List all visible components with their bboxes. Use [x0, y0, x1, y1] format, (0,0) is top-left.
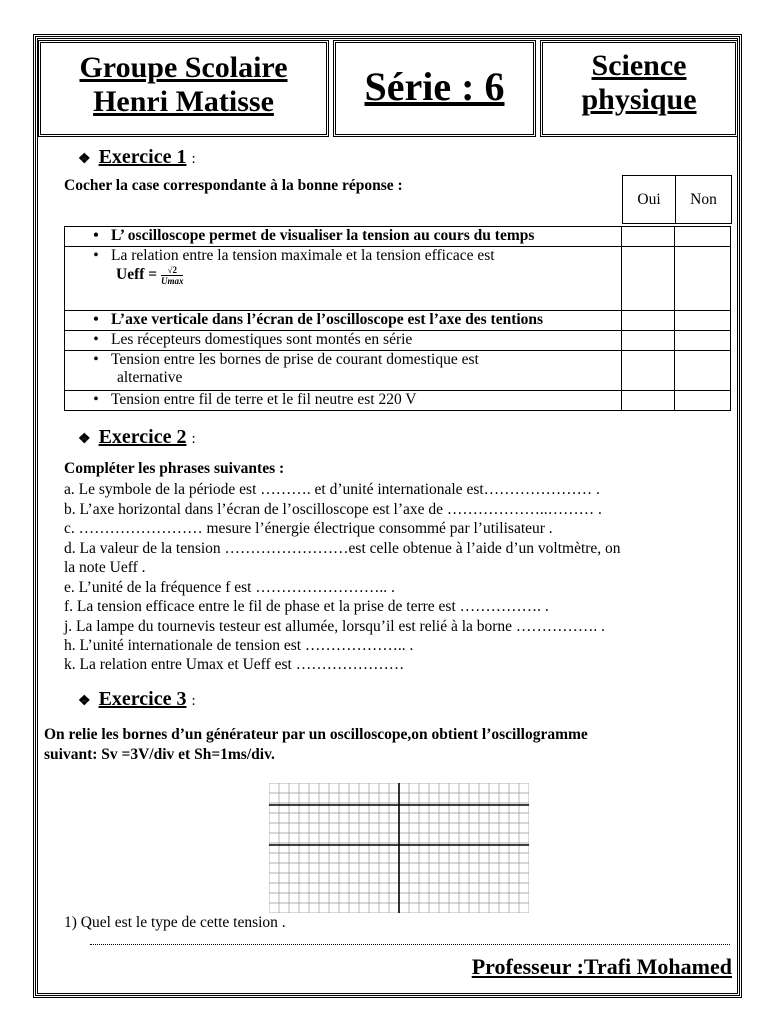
oscilloscope-grid — [269, 783, 529, 913]
exercise-2-title: ❖ Exercice 2 : — [78, 426, 196, 448]
diamond-bullet-icon: ❖ — [78, 694, 91, 709]
fill-line-h: h. L’unité internationale de tension est ……………….. . — [64, 637, 414, 654]
checkbox-non[interactable] — [675, 331, 731, 351]
checkbox-non[interactable] — [675, 247, 731, 311]
oscilloscope-screen — [269, 783, 529, 913]
serie-box — [333, 40, 536, 137]
checkbox-oui[interactable] — [622, 227, 675, 247]
fill-line-j: j. La lampe du tournevis testeur est allumée, lorsqu’il est relié à la borne ……………. . — [64, 618, 606, 635]
subject-line1: Science — [591, 49, 687, 82]
formula: Ueff = √2 Umax — [116, 265, 184, 286]
fill-line-f: f. La tension efficace entre le fil de phase et la prise de terre est ……………. . — [64, 598, 549, 615]
table-row: • Les récepteurs domestiques sont montés en série — [65, 331, 622, 351]
checkbox-non[interactable] — [675, 311, 731, 331]
answer-table — [64, 226, 731, 411]
table-row: • Tension entre fil de terre et le fil neutre est 220 V — [65, 391, 622, 411]
fill-line-a: a. Le symbole de la période est ………. et d’unité internationale est………………… . — [64, 481, 600, 498]
checkbox-oui[interactable] — [622, 247, 675, 311]
subject-box — [540, 40, 738, 137]
diamond-bullet-icon: ❖ — [78, 432, 91, 447]
serie-title: Série : 6 — [364, 64, 505, 109]
col-oui-header: Oui — [623, 176, 676, 224]
fill-line-d-cont: la note Ueff . — [64, 559, 146, 576]
school-name-line2: Henri Matisse — [93, 85, 274, 118]
question-1: 1) Quel est le type de cette tension . — [64, 914, 286, 931]
table-row: • Tension entre les bornes de prise de courant domestique est alternative — [65, 351, 622, 391]
professor-signature: Professeur :Trafi Mohamed — [471, 954, 732, 979]
checkbox-non[interactable] — [675, 391, 731, 411]
fill-line-b: b. L’axe horizontal dans l’écran de l’oscilloscope est l’axe de ………………..……… . — [64, 501, 602, 518]
checkbox-non[interactable] — [675, 351, 731, 391]
school-name-line1: Groupe Scolaire — [79, 51, 288, 84]
answer-table-header — [64, 175, 732, 224]
checkbox-oui[interactable] — [622, 391, 675, 411]
fill-line-e: e. L’unité de la fréquence f est …………………….. . — [64, 579, 395, 596]
table-row: • La relation entre la tension maximale et la tension efficace est Ueff = √2 Umax — [65, 247, 622, 311]
school-name-box — [38, 40, 329, 137]
fill-line-c: c. …………………… mesure l’énergie électrique consommé par l’utilisateur . — [64, 520, 553, 537]
checkbox-non[interactable] — [675, 227, 731, 247]
fill-line-k: k. La relation entre Umax et Ueff est ………………… — [64, 656, 405, 673]
table-row: • L’ oscilloscope permet de visualiser la tension au cours du temps — [65, 227, 622, 247]
col-non-header: Non — [676, 176, 732, 224]
answer-dotted-line — [90, 934, 730, 945]
checkbox-oui[interactable] — [622, 311, 675, 331]
exercise-3-text-line1: On relie les bornes d’un générateur par un oscilloscope,on obtient l’oscillogramme — [44, 726, 588, 743]
exercise-1-title: ❖ Exercice 1 : — [78, 146, 196, 168]
diamond-bullet-icon: ❖ — [78, 152, 91, 167]
exercise-1-instruction: Cocher la case correspondante à la bonne réponse : — [64, 177, 403, 194]
fill-line-d: d. La valeur de la tension ……………………est celle obtenue à l’aide d’un voltmètre, on — [64, 540, 621, 557]
exercise-2-instruction: Compléter les phrases suivantes : — [64, 460, 285, 477]
table-row: • L’axe verticale dans l’écran de l’oscilloscope est l’axe des tentions — [65, 311, 622, 331]
subject-line2: physique — [581, 83, 697, 116]
checkbox-oui[interactable] — [622, 351, 675, 391]
exercise-3-text-line2: suivant: Sv =3V/div et Sh=1ms/div. — [44, 746, 275, 763]
checkbox-oui[interactable] — [622, 331, 675, 351]
exercise-3-title: ❖ Exercice 3 : — [78, 688, 196, 710]
